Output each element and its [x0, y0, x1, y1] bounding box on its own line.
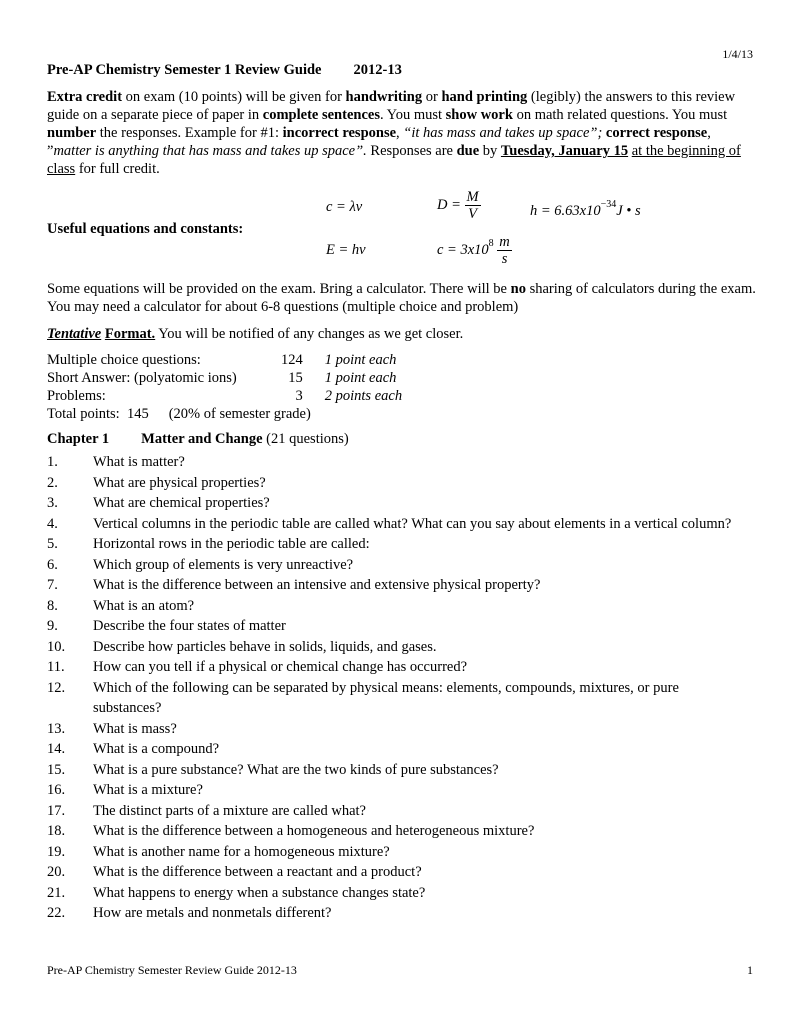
format-note: You will be notified of any changes as we get closer.: [155, 326, 464, 342]
intro-text-2: on exam (10 points) will be given for: [122, 89, 346, 105]
question-text: Which group of elements is very unreactive?: [93, 556, 354, 573]
intro-text-4: or: [422, 89, 442, 105]
density-lhs: D =: [437, 197, 461, 213]
intro-text-22: by: [479, 143, 501, 159]
equation-speed-of-light: [437, 234, 512, 267]
total-label: Total points:: [47, 406, 120, 422]
question-number: 16.: [47, 782, 66, 798]
format-count-cell: 3: [295, 388, 303, 404]
question-number: 21.: [47, 884, 66, 901]
title-year: 2012-13: [353, 62, 402, 78]
intro-italic-19: matter is anything that has mass and takes up space”.: [53, 143, 367, 159]
question-number: 17.: [47, 802, 66, 819]
planck-exponent: −34: [600, 199, 617, 210]
question-number: 15.: [47, 761, 66, 778]
intro-bold-17: correct response: [605, 125, 708, 141]
useful-equations-label: Useful equations and constants:: [47, 221, 244, 237]
table-row: [47, 351, 402, 369]
question-text: How can you tell if a physical or chemical change has occurred?: [93, 659, 468, 675]
question-number: 22.: [47, 905, 66, 921]
list-item: [47, 596, 747, 617]
question-number: 2.: [47, 474, 58, 491]
document-date: 1/4/13: [722, 47, 753, 61]
calculator-note: [47, 280, 757, 316]
intro-italic-15: “it has mass and takes up space”;: [403, 125, 603, 141]
question-text: What is the difference between an intensive and extensive physical property?: [93, 577, 541, 593]
list-item: [47, 657, 747, 678]
chapter-question-count: (21 questions): [262, 431, 349, 447]
intro-text-14: ,: [396, 125, 404, 141]
question-text: Vertical columns in the periodic table are called what? What can you say about elements in a vertical column?: [93, 515, 732, 532]
intro-bold-5: hand printing: [441, 89, 528, 105]
calc-note-bold: no: [510, 281, 526, 297]
list-item: [47, 555, 747, 576]
equation-planck-constant: [530, 199, 641, 220]
intro-text-12: the responses. Example for #1:: [96, 125, 283, 141]
question-text: How are metals and nonmetals different?: [93, 905, 332, 921]
question-number: 1.: [47, 454, 58, 470]
list-item: [47, 719, 747, 740]
table-row: [47, 369, 402, 387]
intro-bold-21: due: [456, 143, 480, 159]
question-text: What is mass?: [93, 720, 177, 737]
list-item: [47, 637, 747, 658]
intro-bold-9: show work: [445, 107, 513, 123]
intro-underline-25: at the beginning of class: [47, 143, 741, 177]
question-text: What is a compound?: [93, 741, 220, 757]
density-fraction: [465, 189, 481, 222]
question-number: 6.: [47, 556, 58, 573]
intro-text-10: on math related questions. You must: [512, 107, 728, 123]
question-number: 4.: [47, 515, 58, 532]
question-text: What is the difference between a homogeneous and heterogeneous mixture?: [93, 823, 535, 839]
format-points-cell: 1 point each: [324, 352, 397, 368]
total-note: (20% of semester grade): [168, 406, 311, 422]
calc-note-a: Some equations will be provided on the exam. Bring a calculator. There will be: [47, 281, 511, 297]
planck-base: h = 6.63x10: [530, 203, 601, 219]
question-text: Describe the four states of matter: [93, 618, 286, 634]
question-text: What are chemical properties?: [93, 495, 270, 511]
question-number: 5.: [47, 536, 58, 552]
equation-density: [437, 189, 481, 222]
list-item: [47, 903, 747, 924]
chapter-number: Chapter 1: [47, 431, 110, 447]
question-text: Which of the following can be separated by physical means: elements, compounds, mixtures, or pure substances?: [93, 679, 679, 716]
question-text: Describe how particles behave in solids, liquids, and gases.: [93, 638, 437, 655]
question-text: What is an atom?: [93, 597, 195, 614]
chapter-name: Matter and Change: [141, 431, 263, 447]
list-item: [47, 760, 747, 781]
question-number: 20.: [47, 864, 66, 880]
question-number: 10.: [47, 638, 66, 655]
list-item: [47, 514, 747, 535]
intro-bold-7: complete sentences: [262, 107, 380, 123]
list-item: [47, 452, 747, 473]
format-label-cell: Problems:: [47, 388, 106, 404]
list-item: [47, 473, 747, 494]
list-item: [47, 862, 747, 883]
density-denominator: V: [468, 206, 477, 222]
light-unit-fraction: [497, 234, 511, 267]
total-value: 145: [126, 406, 149, 422]
intro-text-6: (legibly) the answers to this review guide on a separate piece of paper in: [47, 89, 736, 123]
table-row: [47, 387, 402, 405]
list-item: [47, 780, 747, 801]
format-label: Format.: [104, 326, 156, 342]
question-number: 8.: [47, 597, 58, 614]
intro-bold-underline-23: Tuesday, January 15: [500, 143, 629, 159]
page-footer: Pre-AP Chemistry Semester Review Guide 2012-13: [47, 963, 297, 977]
light-base: c = 3x10: [437, 242, 489, 258]
question-number: 14.: [47, 741, 66, 757]
intro-text-18: , ”: [47, 125, 711, 159]
intro-text-8: . You must: [379, 107, 446, 123]
intro-bold-13: incorrect response: [282, 125, 397, 141]
intro-bold-11: number: [47, 125, 97, 141]
list-item: [47, 575, 747, 596]
extra-credit-paragraph: [47, 88, 747, 178]
format-count-cell: 15: [288, 370, 303, 386]
light-exponent: 8: [488, 237, 494, 249]
light-unit-denominator: s: [501, 251, 508, 267]
question-number: 11.: [47, 659, 65, 675]
equation-photon-energy: E = hν: [326, 242, 366, 258]
question-number: 7.: [47, 577, 58, 593]
question-text: What is a mixture?: [93, 782, 203, 798]
light-unit-numerator: m: [499, 234, 510, 250]
list-item: [47, 678, 747, 719]
question-text: What are physical properties?: [93, 474, 266, 491]
question-text: What is matter?: [93, 454, 185, 470]
question-text: Horizontal rows in the periodic table are called:: [93, 536, 370, 552]
question-number: 12.: [47, 679, 66, 696]
list-item: [47, 883, 747, 904]
equation-wave-speed: c = λν: [326, 199, 363, 215]
intro-bold-1: Extra credit: [47, 89, 123, 105]
list-item: [47, 493, 747, 514]
question-number: 13.: [47, 720, 66, 737]
question-text: What is the difference between a reactant and a product?: [93, 864, 422, 880]
list-item: [47, 616, 747, 637]
total-points: [47, 405, 311, 423]
format-count-cell: 124: [281, 352, 303, 368]
question-text: The distinct parts of a mixture are called what?: [93, 802, 366, 819]
question-list: [47, 452, 747, 924]
format-label-cell: Short Answer: (polyatomic ions): [47, 370, 237, 386]
format-points-cell: 2 points each: [324, 388, 403, 404]
question-text: What is another name for a homogeneous mixture?: [93, 843, 390, 860]
format-table: [47, 351, 402, 405]
intro-bold-3: handwriting: [345, 89, 423, 105]
title-text: Pre-AP Chemistry Semester 1 Review Guide: [47, 62, 322, 78]
intro-text-20: Responses are: [366, 143, 457, 159]
list-item: [47, 821, 747, 842]
list-item: [47, 739, 747, 760]
density-numerator: M: [466, 189, 479, 205]
list-item: [47, 801, 747, 822]
format-heading: [47, 325, 757, 343]
document-title: [47, 62, 402, 79]
question-number: 3.: [47, 495, 58, 511]
calc-note-c: sharing of calculators during the exam. You may need a calculator for about 6-8 questions (multiple choice and problem): [47, 281, 756, 315]
question-number: 19.: [47, 843, 66, 860]
list-item: [47, 534, 747, 555]
question-number: 9.: [47, 618, 58, 634]
chapter-heading: [47, 431, 349, 448]
intro-text-26: for full credit.: [75, 161, 160, 177]
tentative-label: Tentative: [47, 326, 102, 342]
question-text: What is a pure substance? What are the two kinds of pure substances?: [93, 761, 499, 778]
question-text: What happens to energy when a substance changes state?: [93, 884, 426, 901]
list-item: [47, 842, 747, 863]
format-label-cell: Multiple choice questions:: [47, 352, 201, 368]
format-points-cell: 1 point each: [324, 370, 397, 386]
page-number: 1: [747, 963, 753, 977]
planck-unit: J • s: [616, 203, 641, 219]
question-number: 18.: [47, 823, 66, 839]
